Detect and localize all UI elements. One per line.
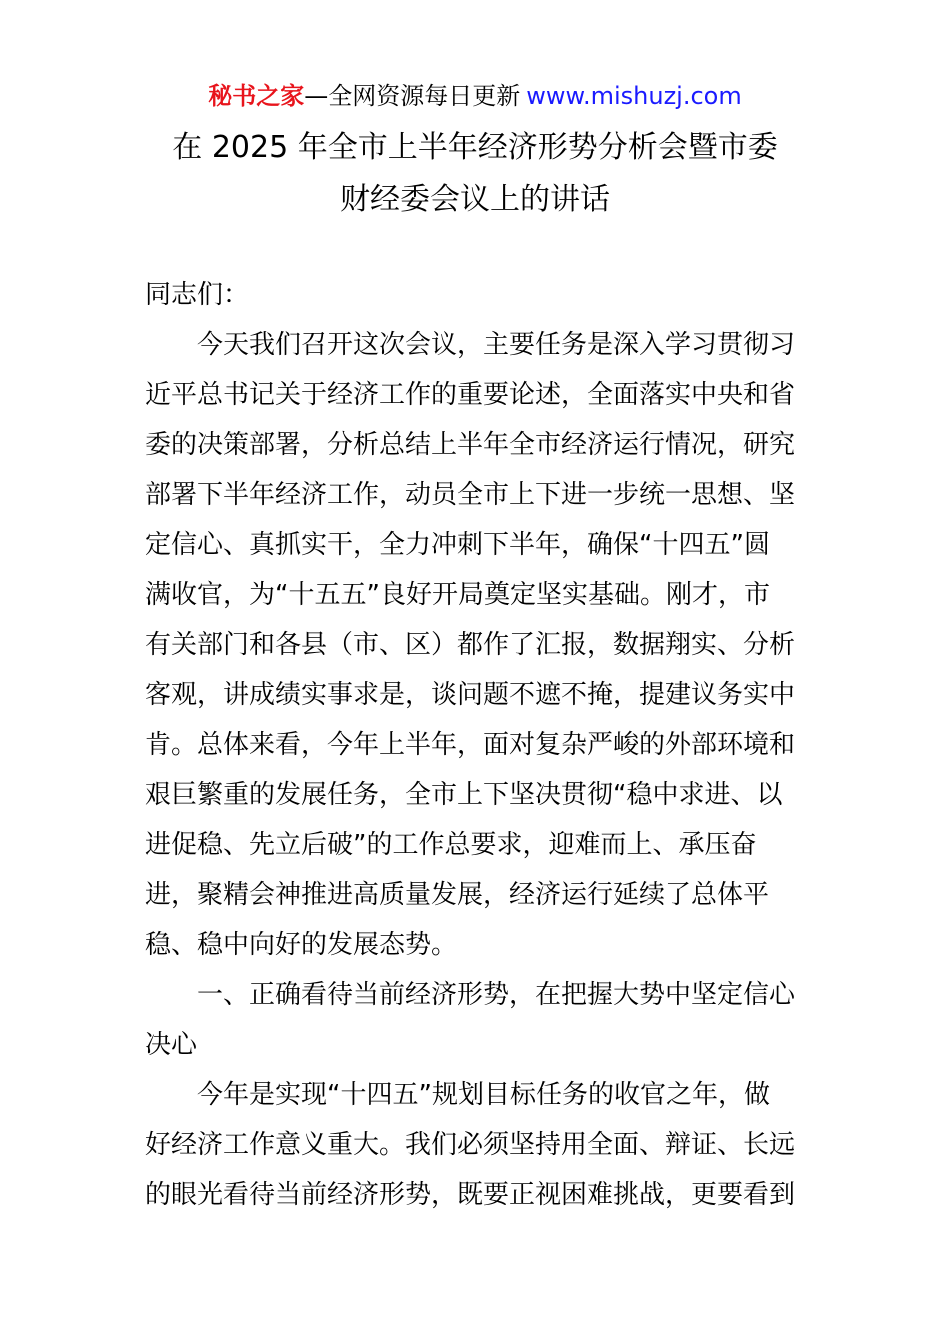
paragraph-line: 有关部门和各县（市、区）都作了汇报，数据翔实、分析 [145, 630, 796, 660]
paragraph-line: 满收官，为“十五五”良好开局奠定坚实基础。刚才，市 [145, 580, 770, 610]
paragraph-line: 委的决策部署，分析总结上半年全市经济运行情况，研究 [145, 430, 796, 460]
paragraph-line: 今年是实现“十四五”规划目标任务的收官之年，做 [197, 1080, 770, 1110]
paragraph-line: 今天我们召开这次会议，主要任务是深入学习贯彻习 [197, 330, 796, 360]
paragraph-line: 的眼光看待当前经济形势，既要正视困难挑战，更要看到 [145, 1180, 796, 1210]
paragraph-line: 进，聚精会神推进高质量发展，经济运行延续了总体平 [145, 880, 770, 910]
paragraph-line: 近平总书记关于经济工作的重要论述，全面落实中央和省 [145, 380, 796, 410]
document-body [145, 270, 815, 1220]
header-tagline: —全网资源每日更新 [304, 82, 521, 110]
paragraph-line: 肯。总体来看，今年上半年，面对复杂严峻的外部环境和 [145, 730, 796, 760]
title-line: 财经委会议上的讲话 [340, 182, 610, 217]
site-header [0, 80, 950, 112]
section-heading: 一、正确看待当前经济形势，在把握大势中坚定信心 [197, 980, 796, 1010]
document-title [145, 122, 805, 226]
site-url[interactable]: www.mishuzj.com [526, 82, 742, 110]
paragraph-line: 艰巨繁重的发展任务，全市上下坚决贯彻“稳中求进、以 [145, 780, 783, 810]
salutation: 同志们： [145, 280, 250, 310]
title-line: 在 2025 年全市上半年经济形势分析会暨市委 [172, 130, 778, 165]
paragraph-line: 稳、稳中向好的发展态势。 [145, 930, 458, 960]
paragraph-line: 好经济工作意义重大。我们必须坚持用全面、辩证、长远 [145, 1130, 796, 1160]
paragraph-line: 客观，讲成绩实事求是，谈问题不遮不掩，提建议务实中 [145, 680, 796, 710]
paragraph-line: 进促稳、先立后破”的工作总要求，迎难而上、承压奋 [145, 830, 757, 860]
brand-name: 秘书之家 [208, 82, 305, 110]
paragraph-line: 部署下半年经济工作，动员全市上下进一步统一思想、坚 [145, 480, 796, 510]
section-heading: 决心 [145, 1030, 198, 1060]
paragraph-line: 定信心、真抓实干，全力冲刺下半年，确保“十四五”圆 [145, 530, 770, 560]
